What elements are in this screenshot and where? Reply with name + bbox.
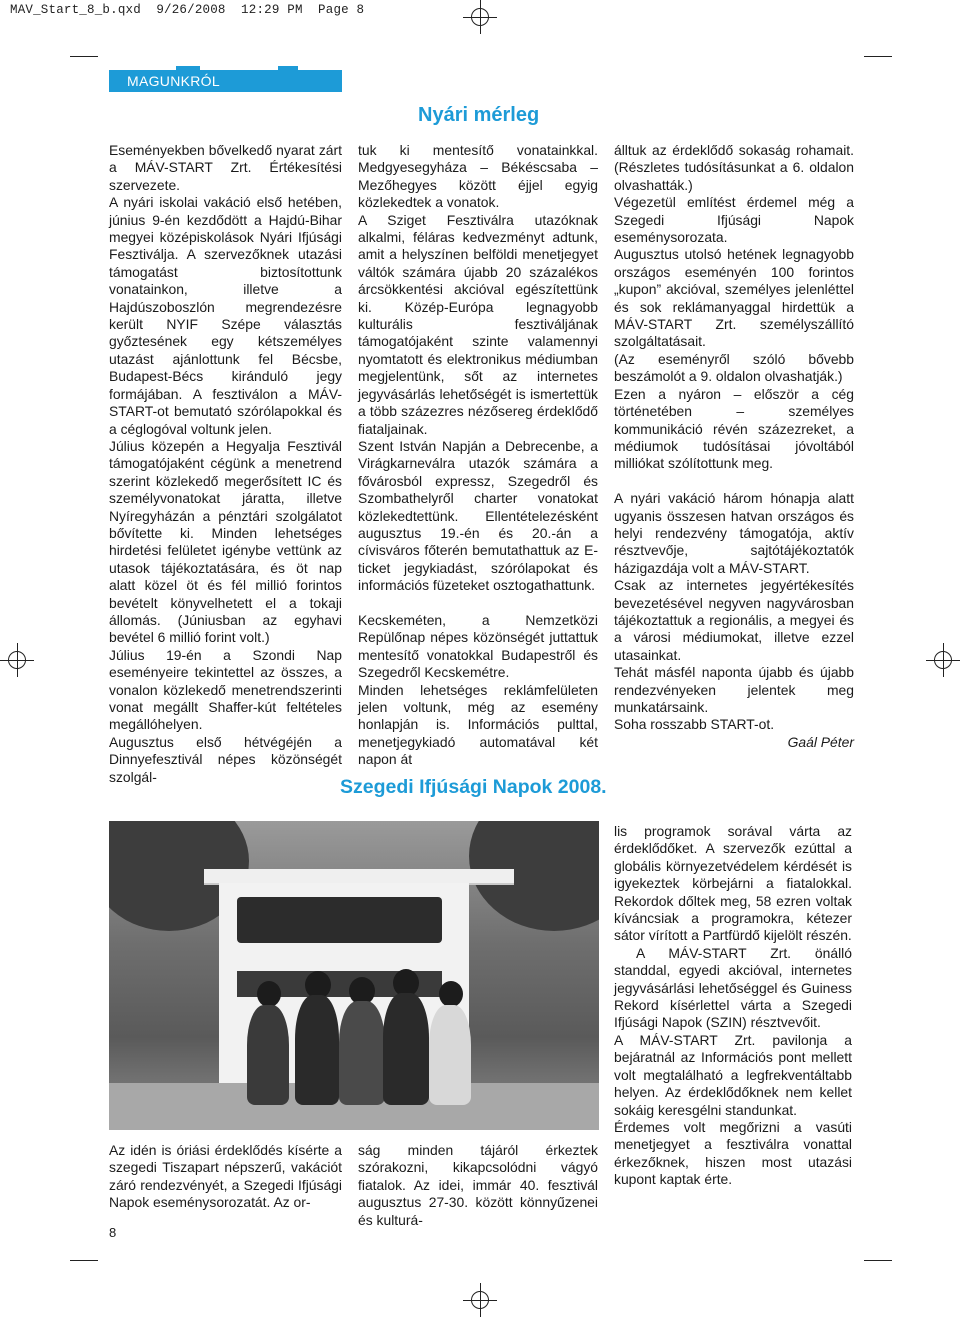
print-slug: MAV_Start_8_b.qxd 9/26/2008 12:29 PM Page 8 — [10, 3, 365, 17]
article-column-1 — [109, 142, 342, 786]
paragraph: lis programok sorával várta az érdeklődőket. A szervezők ezúttal a globális környezetvédelem kérdését is igyekeztek körbejárni a fiatalokkal. Rekordok dőltek meg, 58 ezren voltak kíváncsiak a programokra, kétezer sátor vírított a Partfürdő kijelölt részén. — [614, 823, 852, 944]
registration-mark-right — [926, 643, 960, 677]
person — [247, 1005, 289, 1105]
caption-text: Az idén is óriási érdeklődés kísérte a szegedi Tiszapart népszerű, vakációt záró rendezvényét, a Szegedi Ifjúsági Napok eseménysorozatát. Az or- — [109, 1142, 342, 1211]
paragraph: (Az eseményről szóló bővebb beszámolót a 9. oldalon olvashatják.) — [614, 350, 854, 385]
paragraph: Július 19-én a Szondi Nap eseményeire tekintettel az összes, a vonalon közlekedő menetrendszerinti vonat megállt Shaffer-kút feltételes megállóhelyen. — [109, 646, 342, 733]
crop-mark — [864, 56, 892, 57]
paragraph: Július közepén a Hegyalja Fesztivál támogatójaként cégünk a menetrend szerint közlekedő megerősített IC és személyvonatokat járatta, illetve Nyíregyházán a pénztári szolgálatot bővítette ki. Minden lehetséges hirdetési felületet igénybe vettünk az utasok tájékoztatására, és öt nap alatt közel öt és fél millió forintos bevételt könyvelhetett el a tokaji állomás. (Júniusban az egyhavi bevétel 6 millió forint volt.) — [109, 437, 342, 646]
person-head — [439, 981, 463, 1007]
person — [429, 1005, 471, 1105]
photo-caption-left — [109, 1142, 342, 1212]
registration-mark-left — [0, 643, 34, 677]
paragraph: Végezetül említést érdemel még a Szegedi Ifjúsági Napok eseménysorozata. — [614, 194, 854, 246]
article-title-2: Szegedi Ifjúsági Napok 2008. — [340, 776, 607, 798]
crop-mark — [864, 1260, 892, 1261]
article-column-2 — [358, 142, 598, 769]
paragraph: A nyári iskolai vakáció első hetében, június 9-én kezdődött a Hajdú-Bihar megyei középiskolások Nyári Ifjúsági Fesztiválja. A szervezőknek utazási támogatást biztosítottunk vonatainkon, illetve a Hajdúszoboszlón megrendezésre került NYIF Szépe választás győztesének egy kétszemélyes utazást ajánlottunk fel Bécsbe, Budapest-Bécs kiránduló jegy formájában. A fesztiválon a MÁV-START-ot bemutató szórólapokkal és a céglogóval voltunk jelen. — [109, 194, 342, 437]
page-number: 8 — [109, 1225, 117, 1240]
stand-sign — [237, 897, 442, 943]
paragraph: Tehát másfél naponta újabb és újabb rendezvényeken jelentek meg munkatársaink. — [614, 664, 854, 715]
article-column-3 — [614, 142, 854, 751]
paragraph: Csak az internetes jegyértékesítés bevezetésével negyven nagyvárosban tájékoztattuk a regionális, a megyei és a városi médiumokat, illetve ezzel utasainkat. — [614, 577, 854, 663]
crop-mark — [70, 56, 98, 57]
paragraph: álltuk az érdeklődő sokaság rohamait. (Részletes tudósításunkat a 6. oldalon olvashatták.) — [614, 142, 854, 193]
paragraph: A MÁV-START Zrt. pavilonja a bejáratnál az Információs pont mellett volt megtalálható a legfrekventáltabb helyen. Az érdeklődőknek nem kellet sokáig keresgélni standunkat. — [614, 1031, 852, 1118]
crop-mark — [70, 1260, 98, 1261]
paragraph: Ezen a nyáron – először a cég történetében – személyes kommunikáció révén százezreket, a médiumok tudósításai jóvoltából milliókat szólítottunk meg. — [614, 385, 854, 472]
paragraph: Augusztus utolsó hetének legnagyobb országos eseményén 100 forintos „kupon” akcióval, személyes jelenléttel és sok reklámanyaggal hirdettük a MÁV-START Zrt. személyszállító szolgáltatásait. — [614, 246, 854, 350]
photo-caption-right — [358, 1142, 598, 1229]
paragraph: Érdemes volt megőrizni a vasúti menetjegyet a fesztiválra vonattal érkezőknek, hiszen most utazási kupont kaptak érte. — [614, 1118, 852, 1188]
festival-stand-photo — [109, 821, 599, 1130]
paragraph: A MÁV-START Zrt. önálló standdal, egyedi akcióval, internetes jegyvásárlási lehetőséggel és Guiness Rekord kísérlettel várta a Szegedi Ifjúsági Napok (SZIN) résztvevőit. — [614, 944, 852, 1031]
paragraph: A nyári vakáció három hónapja alatt ugyanis összesen hatvan országos és helyi rendezvény támogatója, aktív résztvevője, sajtótájékoztatók házigazdája volt a MÁV-START. — [614, 490, 854, 576]
paragraph: A Sziget Fesztiválra utazóknak alkalmi, féláras kedvezményt adtunk, amit a helyszínen belföldi menetjegyet váltók számára újabb 20 százalékos árcsökkentési akcióval egészítettünk ki. Közép-Európa legnagyobb kulturális fesztiváljának támogatójaként szinte valamennyi nyomtatott és elektronikus médiumban megjelentünk, sőt az internetes jegyvásárlás lehetőségét is ismertettük a több százezres nézősereg érdeklődő fiataljainak. — [358, 211, 598, 437]
author-signature: Gaál Péter — [787, 733, 854, 750]
person-head — [257, 981, 281, 1007]
paragraph-gap — [614, 473, 854, 490]
paragraph: Soha rosszabb START-ot. — [614, 716, 775, 733]
paragraph: Eseményekben bővelkedő nyarat zárt a MÁV-START Zrt. Értékesítési szervezete. — [109, 142, 342, 193]
paragraph-gap — [358, 595, 598, 612]
article2-column — [614, 823, 852, 1189]
caption-text: ság minden tájáról érkeztek szórakozni, kikapcsolódni vágyó fiatalok. Az idei, immár 40. fesztivál augusztus 27-30. között könnyűzenei és kulturá- — [358, 1142, 598, 1228]
person — [295, 995, 339, 1105]
paragraph: tuk ki mentesítő vonatainkkal. Medgyesegyháza – Békéscsaba – Mezőhegyes között éjjel egyig közlekedtek a vonatok. — [358, 142, 598, 211]
paragraph: Szent István Napján a Debrecenbe, a Virágkarneválra utazók számára a fővárosból expressz, Szegedről és Szombathelyről charter vonatokat közlekedtettünk. Ellentételezésként augusztus 19.-én és 20.-án a cívisváros főterén bemutathattuk az E-ticket jegykiadást, szórólapokat és információs füzeteket osztogathattunk. — [358, 437, 598, 594]
person — [339, 1001, 385, 1105]
registration-mark-bottom — [463, 1283, 497, 1317]
section-banner: MAGUNKRÓL — [109, 70, 342, 92]
paragraph: Kecskeméten, a Nemzetközi Repülőnap népes közönségét juttattuk mentesítő vonatokkal Budapestről és Szegedről Kecskemétre. — [358, 611, 598, 681]
person — [383, 993, 429, 1105]
registration-mark-top — [463, 0, 497, 34]
article-title: Nyári mérleg — [418, 104, 540, 126]
paragraph: Augusztus első hétvégéjén a Dinnyefesztivál népes közönségét szolgál- — [109, 733, 342, 785]
paragraph: Minden lehetséges reklámfelületen jelen voltunk, még az esemény honlapján is. Információs pulttal, menetjegykiadó automatával két napon át — [358, 681, 598, 768]
